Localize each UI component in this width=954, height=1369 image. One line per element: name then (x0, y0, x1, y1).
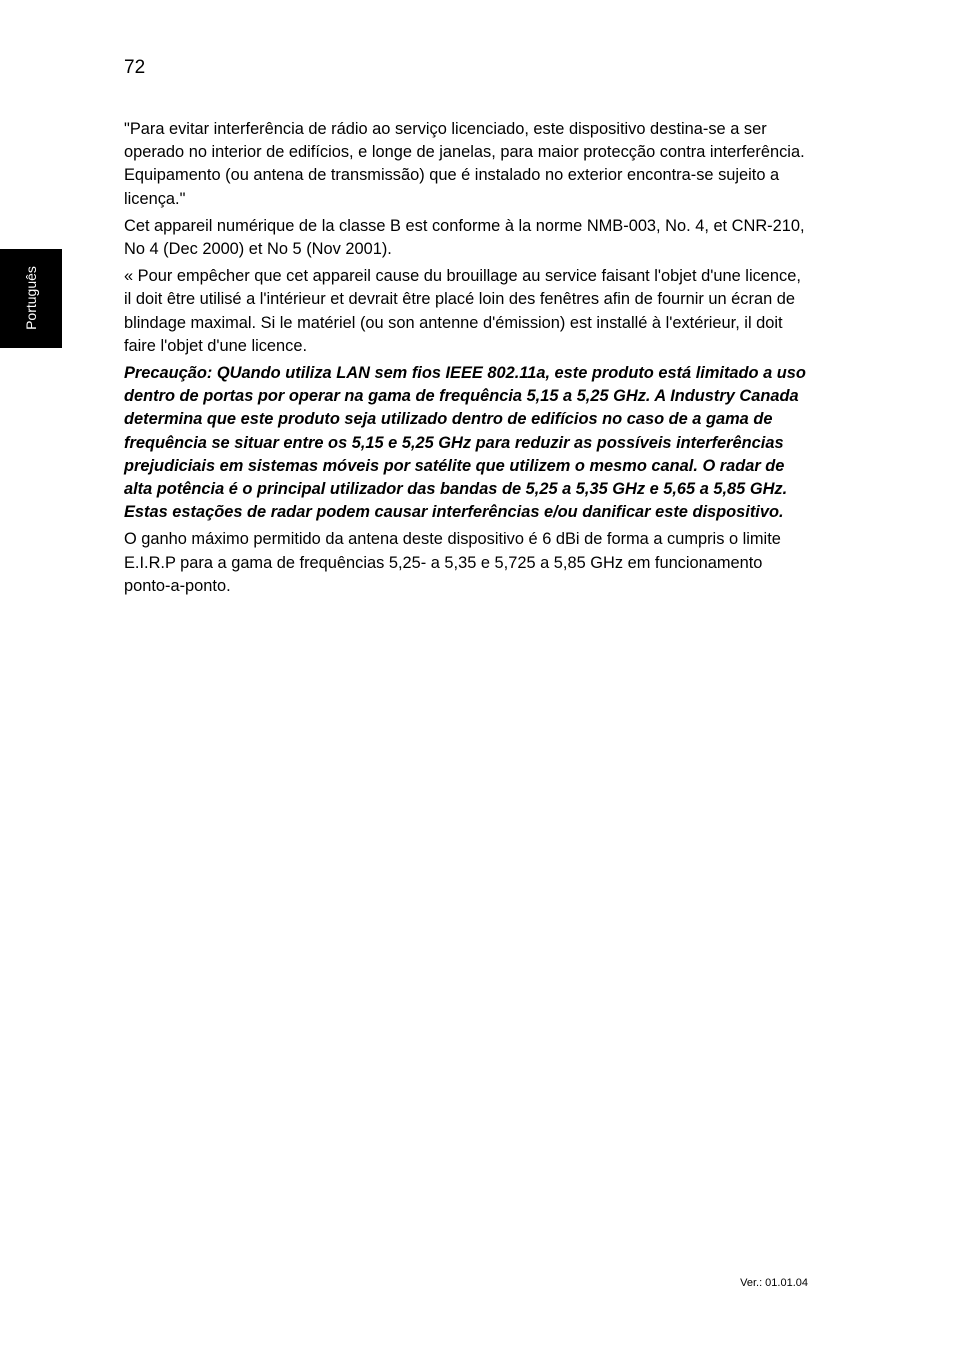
language-side-tab-label: Português (23, 266, 39, 330)
paragraph-antenna-gain: O ganho máximo permitido da antena deste dispositivo é 6 dBi de forma a cumpris o limite E.I.R.P para a gama de frequências 5,25- a 5,35 e 5,725 a 5,85 GHz em funcionamento ponto-a-ponto. (124, 530, 781, 595)
paragraph-french-interference: « Pour empêcher que cet appareil cause du brouillage au service faisant l'objet d'une licence, il doit être utilisé a l'intérieur et devrait être placé loin des fenêtres afin de fournir un écran de blindage maximal. Si le matériel (ou son antenne d'émission) est installé à l'extérieur, il doit faire l'objet d'une licence. (124, 267, 801, 355)
paragraph-caution: Precaução: QUando utiliza LAN sem fios IEEE 802.11a, este produto está limitado a uso dentro de portas por operar na gama de frequência 5,15 a 5,25 GHz. A Industry Canada determina que este produto seja utilizado dentro de edifícios no caso de a gama de frequência se situar entre os 5,15 e 5,25 GHz para reduzir as possíveis interferências prejudiciais em sistemas móveis por satélite que utilizem o mesmo canal. O radar de alta potência é o principal utilizador das bandas de 5,25 a 5,35 GHz e 5,65 a 5,85 GHz. Estas estações de radar podem causar interferências e/ou danificar este dispositivo. (124, 364, 806, 522)
paragraph-french-class-b: Cet appareil numérique de la classe B est conforme à la norme NMB-003, No. 4, et CNR-210, No 4 (Dec 2000) et No 5 (Nov 2001). (124, 216, 805, 259)
page-content (124, 118, 808, 602)
language-side-tab (0, 249, 62, 348)
page-number: 72 (124, 57, 146, 78)
paragraph-portuguese-interference: "Para evitar interferência de rádio ao serviço licenciado, este dispositivo destina-se a ser operado no interior de edifícios, e longe de janelas, para maior protecção contra interferência. Equipamento (ou antena de transmissão) que é instalado no exterior encontra-se sujeito a licença." (124, 120, 805, 208)
version-label: Ver.: 01.01.04 (740, 1277, 808, 1289)
